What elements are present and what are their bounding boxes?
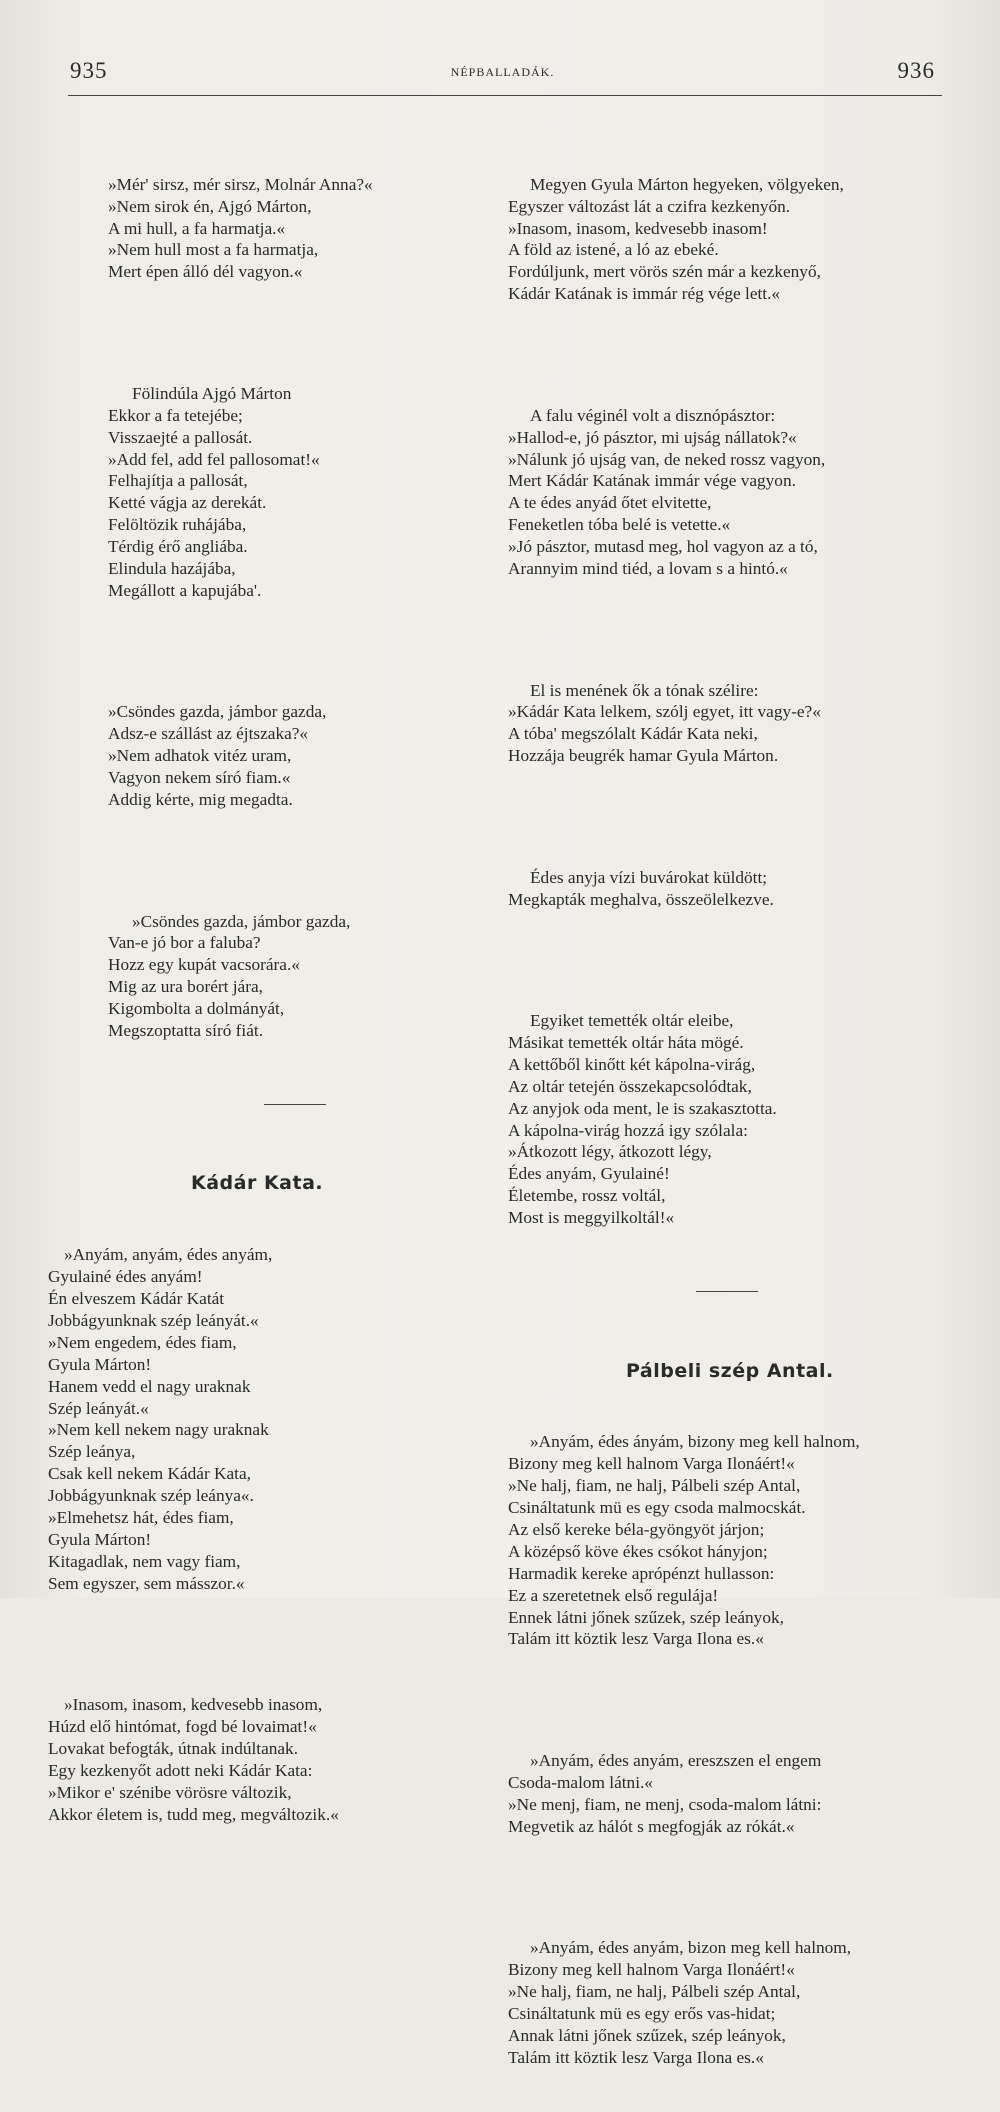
verse-line: Bizony meg kell halnom Varga Ilonáért!« [508, 1960, 795, 1980]
verse-line: Adsz-e szállást az éjtszaka?« [108, 724, 309, 744]
verse-line: Egy kezkenyőt adott neki Kádár Kata: [48, 1760, 313, 1780]
stanza [508, 1431, 948, 1650]
verse-line: Van-e jó bor a faluba? [108, 933, 261, 953]
running-title: NÉPBALLADÁK. [450, 65, 555, 79]
stanza-gap [508, 954, 948, 966]
page-header [70, 58, 935, 88]
verse-line: »Nem adhatok vitéz uram, [108, 746, 292, 766]
verse-line: »Nem engedem, édes fiam, [48, 1332, 237, 1352]
verse-line: »Inasom, inasom, kedvesebb inasom, [64, 1695, 323, 1715]
verse-line: Fölindúla Ajgó Márton [132, 383, 292, 403]
verse-line: Csináltatunk mü es egy erős vas-hidat; [508, 2003, 776, 2023]
verse-line: »Anyám, anyám, édes anyám, [64, 1245, 273, 1265]
stanza [508, 1750, 948, 1838]
verse-line: Bizony meg kell halnom Varga Ilonáért!« [508, 1454, 795, 1474]
page-number-left: 935 [70, 58, 108, 83]
verse-line: Visszaejté a pallosát. [108, 427, 253, 447]
verse-line: »Nálunk jó ujság van, de neked rossz vagyon, [508, 449, 826, 469]
poem-title: Pálbeli szép Antal. [626, 1359, 834, 1382]
verse-line: »Anyám, édes anyám, ereszszen el engem [530, 1751, 822, 1770]
verse-line: Kádár Katának is immár rég vége lett.« [508, 284, 781, 304]
stanza [48, 1694, 488, 1825]
verse-line: Az oltár tetején összekapcsolódtak, [508, 1076, 752, 1096]
verse-line: Hanem vedd el nagy uraknak [48, 1376, 251, 1396]
verse-line: Most is meggyilkoltál!« [508, 1208, 675, 1228]
verse-line: »Ne halj, fiam, ne halj, Pálbeli szép Antal, [508, 1476, 801, 1496]
verse-line: A te édes anyád őtet elvitette, [508, 493, 712, 513]
verse-line: Ekkor a fa tetejébe; [108, 405, 243, 425]
verse-line: Csináltatunk mü es egy csoda malmocskát. [508, 1498, 806, 1518]
verse-line: Én elveszem Kádár Katát [48, 1289, 225, 1309]
verse-line: Megállott a kapujába'. [108, 580, 262, 600]
verse-line: Talám itt köztik lesz Varga Ilona es.« [508, 1629, 764, 1649]
verse-line: Megvetik az hálót s megfogják az rókát.« [508, 1816, 795, 1836]
verse-line: Megkapták meghalva, összeölelkezve. [508, 889, 774, 909]
verse-line: Harmadik kereke aprópénzt hullasson: [508, 1563, 775, 1583]
verse-line: Térdig érő angliába. [108, 537, 248, 557]
verse-line: Feneketlen tóba belé is vetette.« [508, 515, 731, 535]
stanza [48, 701, 488, 810]
verse-line: »Mikor e' szénibe vörösre változik, [48, 1782, 292, 1802]
verse-line: A tóba' megszólalt Kádár Kata neki, [508, 724, 758, 744]
verse-line: Csak kell nekem Kádár Kata, [48, 1464, 251, 1484]
stanza [508, 1010, 948, 1229]
poem-title: Kádár Kata. [191, 1172, 324, 1195]
verse-line: Hozzája beugrék hamar Gyula Márton. [508, 746, 779, 766]
stanza-gap [508, 1881, 948, 1893]
verse-line: »Nem sirok én, Ajgó Márton, [108, 196, 312, 216]
verse-line: A falu véginél volt a disznópásztor: [530, 405, 776, 425]
verse-line: Gyula Márton! [48, 1354, 152, 1374]
verse-line: Ennek látni jőnek szűzek, szép leányok, [508, 1607, 784, 1627]
stanza [48, 1244, 488, 1594]
verse-line: »Anyám, édes anyám, bizon meg kell halnom, [530, 1938, 852, 1958]
verse-line: »Átkozott légy, átkozott légy, [508, 1142, 712, 1162]
page-number-right: 936 [897, 58, 935, 83]
stanza [508, 1937, 948, 2068]
verse-line: Arannyim mind tiéd, a lovam s a hintó.« [508, 559, 788, 579]
stanza-gap [48, 327, 488, 339]
stanza-gap [508, 1694, 948, 1706]
verse-line: Lovakat befogták, útnak indúltanak. [48, 1738, 299, 1758]
verse-line: Gyulainé édes anyám! [48, 1267, 203, 1287]
verse-line: Vagyon nekem síró fiam.« [108, 768, 291, 788]
section-divider [696, 1291, 758, 1292]
stanza-gap [48, 1638, 488, 1650]
verse-line: Jobbágyunknak szép leánya«. [48, 1486, 254, 1506]
left-column [48, 130, 488, 1869]
section-divider [264, 1104, 326, 1105]
verse-line: A középső köve ékes csókot hányjon; [508, 1541, 768, 1561]
verse-line: Egyiket temették oltár eleibe, [530, 1011, 734, 1031]
verse-line: Felhajítja a pallosát, [108, 471, 248, 491]
verse-line: Kitagadlak, nem vagy fiam, [48, 1551, 241, 1571]
verse-line: »Nem kell nekem nagy uraknak [48, 1420, 269, 1440]
verse-line: Gyula Márton! [48, 1529, 152, 1549]
verse-line: Fordúljunk, mert vörös szén már a kezkenyő, [508, 262, 821, 282]
stanza [508, 405, 948, 580]
verse-line: Szép leányát.« [48, 1398, 149, 1418]
verse-line: Életembe, rossz voltál, [508, 1186, 666, 1206]
verse-line: Sem egyszer, sem másszor.« [48, 1573, 245, 1593]
verse-line: »Mér' sirsz, mér sirsz, Molnár Anna?« [108, 174, 373, 194]
verse-line: A mi hull, a fa harmatja.« [108, 218, 286, 238]
verse-line: Mig az ura borért jára, [108, 977, 263, 997]
stanza [48, 911, 488, 1042]
stanza-gap [48, 646, 488, 658]
right-column [508, 130, 948, 2112]
verse-line: Talám itt köztik lesz Varga Ilona es.« [508, 2047, 764, 2067]
verse-line: Az anyjok oda ment, le is szakasztotta. [508, 1098, 777, 1118]
stanza-gap [508, 624, 948, 636]
verse-line: »Ne menj, fiam, ne menj, csoda-malom látni: [508, 1794, 822, 1814]
verse-line: Egyszer változást lát a czifra kezkenyőn. [508, 196, 791, 216]
verse-line: »Ne halj, fiam, ne halj, Pálbeli szép Antal, [508, 1981, 801, 2001]
verse-line: A kápolna-virág hozzá igy szólala: [508, 1120, 748, 1140]
verse-line: Addig kérte, mig megadta. [108, 789, 293, 809]
stanza [508, 867, 948, 911]
verse-line: Csoda-malom látni.« [508, 1772, 653, 1792]
stanza [48, 174, 488, 283]
verse-line: »Csöndes gazda, jámbor gazda, [108, 702, 327, 722]
verse-line: Felöltözik ruhájába, [108, 515, 247, 535]
verse-line: Jobbágyunknak szép leányát.« [48, 1310, 259, 1330]
verse-line: El is menének ők a tónak szélire: [530, 680, 759, 700]
verse-line: Akkor életem is, tudd meg, megváltozik.« [48, 1804, 339, 1824]
verse-line: Szép leánya, [48, 1442, 136, 1462]
stanza [48, 383, 488, 602]
verse-line: A föld az istené, a ló az ebeké. [508, 240, 719, 260]
verse-line: Mert épen álló dél vagyon.« [108, 262, 303, 282]
verse-line: Az első kereke béla-gyöngyöt járjon; [508, 1520, 765, 1540]
stanza-gap [48, 855, 488, 867]
stanza-gap [508, 811, 948, 823]
verse-line: Hozz egy kupát vacsorára.« [108, 955, 300, 975]
verse-line: Édes anyja vízi buvárokat küldött; [530, 867, 768, 887]
verse-line: »Csöndes gazda, jámbor gazda, [132, 911, 351, 931]
verse-line: Húzd elő hintómat, fogd bé lovaimat!« [48, 1717, 317, 1737]
verse-line: Mert Kádár Katának immár vége vagyon. [508, 471, 796, 491]
verse-line: »Nem hull most a fa harmatja, [108, 240, 319, 260]
verse-line: »Hallod-e, jó pásztor, mi ujság nállatok?« [508, 427, 797, 447]
verse-line: Megyen Gyula Márton hegyeken, völgyeken, [530, 174, 844, 194]
verse-line: Ketté vágja az derekát. [108, 493, 267, 513]
verse-line: »Inasom, inasom, kedvesebb inasom! [508, 218, 768, 238]
verse-line: »Add fel, add fel pallosomat!« [108, 449, 320, 469]
stanza [508, 680, 948, 768]
verse-line: »Jó pásztor, mutasd meg, hol vagyon az a tó, [508, 537, 818, 557]
header-rule [68, 95, 942, 96]
stanza-gap [508, 349, 948, 361]
verse-line: »Elmehetsz hát, édes fiam, [48, 1507, 234, 1527]
verse-line: Annak látni jőnek szűzek, szép leányok, [508, 2025, 786, 2045]
verse-line: Megszoptatta síró fiát. [108, 1020, 264, 1040]
verse-line: Kigombolta a dolmányát, [108, 999, 285, 1019]
verse-line: Elindula hazájába, [108, 559, 236, 579]
verse-line: Másikat temették oltár háta mögé. [508, 1033, 744, 1053]
verse-line: Ez a szeretetnek első regulája! [508, 1585, 719, 1605]
verse-line: Édes anyám, Gyulainé! [508, 1164, 670, 1184]
stanza [508, 174, 948, 305]
verse-line: »Anyám, édes ányám, bizony meg kell halnom, [530, 1432, 860, 1452]
verse-line: »Kádár Kata lelkem, szólj egyet, itt vagy-e?« [508, 702, 821, 722]
verse-line: A kettőből kinőtt két kápolna-virág, [508, 1054, 756, 1074]
